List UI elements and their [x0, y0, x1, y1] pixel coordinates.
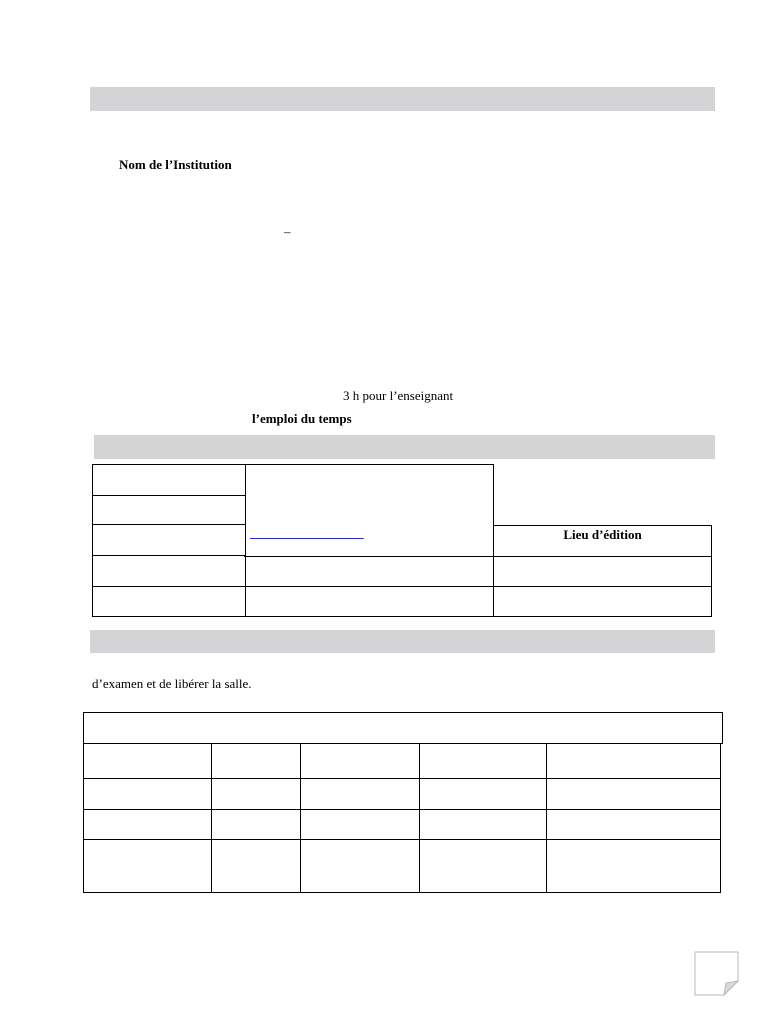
grid-cell	[301, 810, 420, 840]
grid-cell	[301, 840, 420, 893]
publication-place-label: Lieu d’édition	[563, 527, 642, 542]
grid-cell	[211, 810, 301, 840]
grid-cell	[420, 779, 547, 810]
info-cell-left-1	[92, 464, 246, 496]
exam-note: d’examen et de libérer la salle.	[92, 676, 252, 691]
grid-cell	[301, 743, 420, 779]
grid-cell	[211, 840, 301, 893]
page-curl-icon[interactable]	[694, 951, 740, 997]
info-cell-middle-4	[244, 556, 494, 587]
grid-cell	[547, 743, 721, 779]
grid-cell	[420, 743, 547, 779]
grid-cell	[211, 743, 301, 779]
section-band-2	[90, 630, 715, 653]
grid-row	[83, 840, 722, 893]
info-cell-middle-5	[244, 587, 494, 617]
grid-cell	[420, 810, 547, 840]
institution-label: Nom de l’Institution	[119, 157, 232, 172]
info-cell-left-5	[92, 587, 246, 617]
info-cell-middle-merged	[244, 464, 494, 557]
grid-cell	[547, 779, 721, 810]
info-cell-left-3	[92, 525, 246, 556]
grid-cell	[211, 779, 301, 810]
section-band-1	[94, 435, 715, 459]
duration-text: 3 h pour l’enseignant	[343, 388, 454, 403]
grid-header-row	[83, 712, 723, 744]
grid-cell	[547, 840, 721, 893]
grid-cell	[83, 743, 212, 779]
hyperlink[interactable]	[250, 525, 384, 541]
grid-cell	[83, 810, 212, 840]
header-band	[90, 87, 715, 111]
grid-cell	[83, 840, 212, 893]
dash-mark: –	[284, 224, 291, 239]
info-cell-right-5	[494, 587, 712, 617]
grid-cell	[301, 779, 420, 810]
info-cell-right-4	[494, 556, 712, 587]
grid-row	[83, 743, 722, 779]
grid-row	[83, 810, 722, 840]
page-curl-icon-graphic	[694, 951, 740, 997]
grid-row	[83, 779, 722, 810]
info-cell-left-4	[92, 556, 246, 587]
grid-cell	[420, 840, 547, 893]
grid-cell	[83, 779, 212, 810]
publication-place-header	[494, 525, 712, 557]
grid-cell	[547, 810, 721, 840]
info-cell-left-2	[92, 494, 246, 525]
schedule-label: l’emploi du temps	[252, 411, 352, 426]
